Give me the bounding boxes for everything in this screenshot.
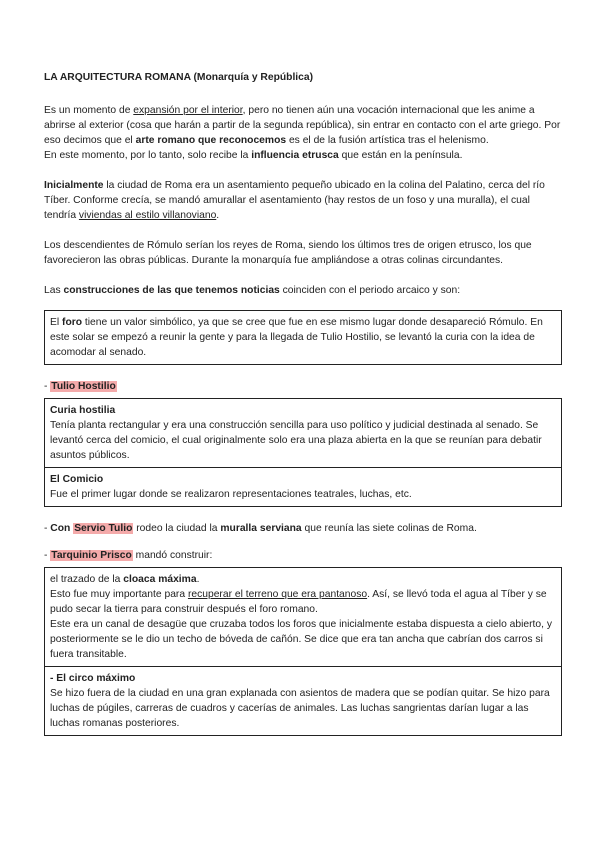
circo-box	[44, 667, 562, 736]
highlight-name: Tarquinio Prisco	[51, 550, 132, 561]
page-title: LA ARQUITECTURA ROMANA (Monarquía y República)	[44, 72, 314, 83]
intro-paragraph: Es un momento de expansión por el interior, pero no tienen aún una vocación internacional que les anime a abrirse al exterior (cosa que harán a partir de la segunda república), sin entrar en contacto con el arte griego. Por eso decimos que el arte romano que reconocemos es el de la fusión artística tras el helenismo.	[44, 105, 561, 146]
curia-text: Tenía planta rectangular y era una construcción sencilla para uso político y judicial destinada al senado. Se levantó cerca del comicio, el cual originalmente solo era una plaza abierta en la que se reunían para debatir asuntos públicos.	[50, 420, 542, 461]
circo-text: Se hizo fuera de la ciudad en una gran explanada con asientos de madera que se podían quitar. Se hizo para luchas de púgiles, carreras de cuadros y cacerías de animales. Las luchas sangrientas darían lugar a las luchas romanas posteriores.	[50, 688, 550, 729]
intro-paragraph-2: En este momento, por lo tanto, solo recibe la influencia etrusca que están en la península.	[44, 150, 463, 161]
underlined-phrase: viviendas al estilo villanoviano	[78, 210, 217, 221]
cloaca-box	[44, 567, 562, 667]
circo-title: - El circo máximo	[50, 673, 136, 684]
inicial-paragraph: Inicialmente la ciudad de Roma era un asentamiento pequeño ubicado en la colina del Palatino, cerca del río Tíber. Conforme crecía, se mandó amurallar el asentamiento (hay restos de un foso y una muralla), el cual tendría viviendas al estilo villanoviano.	[44, 180, 545, 221]
cloaca-text-1: Esto fue muy importante para recuperar el terreno que era pantanoso. Así, se llevó toda el agua al Tíber y se pudo secar la tierra para construir después el foro romano.	[50, 589, 547, 615]
highlight-name: Tulio Hostilio	[51, 381, 116, 392]
underlined-phrase: expansión por el interior	[133, 105, 243, 116]
underlined-phrase: recuperar el terreno que era pantanoso	[187, 589, 368, 600]
servio-paragraph: - Con Servio Tulio rodeo la ciudad la muralla serviana que reunía las siete colinas de Roma.	[44, 523, 477, 534]
construcciones-paragraph: Las construcciones de las que tenemos noticias coinciden con el periodo arcaico y son:	[44, 285, 461, 296]
comicio-title: El Comicio	[50, 474, 104, 485]
bold-phrase: influencia etrusca	[251, 150, 339, 161]
bold-phrase: arte romano que reconocemos	[135, 135, 287, 146]
curia-box	[44, 398, 562, 468]
foro-box: El foro tiene un valor simbólico, ya que se cree que fue en ese mismo lugar donde desapareció Rómulo. En este solar se empezó a reunir la gente y para la llegada de Tulio Hostilio, se levantó la curia con la idea de acomodar al senado.	[44, 310, 562, 365]
comicio-box	[44, 468, 562, 507]
tarquinio-heading: - Tarquinio Prisco mandó construir:	[44, 550, 213, 561]
highlight-name: Servio Tulio	[74, 523, 133, 534]
curia-title: Curia hostilia	[50, 405, 116, 416]
tulio-heading: - Tulio Hostilio	[44, 381, 116, 392]
cloaca-text-2: Este era un canal de desagüe que cruzaba todos los foros que inicialmente estaba dispuesta a cielo abierto, y posteriormente se le dio un techo de bóveda de cañón. Se dice que era tan ancha que cabrían dos carros si fuera transitable.	[50, 619, 553, 660]
comicio-text: Fue el primer lugar donde se realizaron representaciones teatrales, luchas, etc.	[50, 489, 412, 500]
document-page	[44, 70, 562, 736]
romulo-paragraph: Los descendientes de Rómulo serían los reyes de Roma, siendo los últimos tres de origen etrusco, los que favorecieron las obras públicas. Durante la monarquía fue ampliándose a otras colinas circundantes.	[44, 240, 532, 266]
cloaca-title: el trazado de la cloaca máxima.	[50, 574, 200, 585]
